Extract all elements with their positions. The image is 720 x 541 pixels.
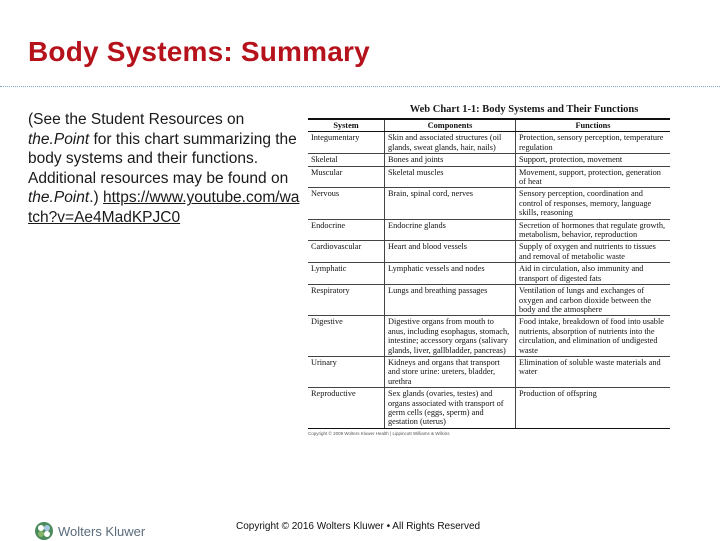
chart-cell-components: Skin and associated structures (oil glands, sweat glands, hair, nails)	[385, 132, 516, 154]
chart-cell-components: Lymphatic vessels and nodes	[385, 263, 516, 285]
chart-table	[308, 118, 670, 429]
chart-cell-functions: Production of offspring	[516, 388, 671, 429]
chart-cell-system: Respiratory	[308, 285, 385, 316]
chart-credit: Copyright © 2009 Wolters Kluwer Health | Lippincott Williams & Wilkins	[308, 430, 450, 436]
body-text-2: for this chart summarizing the body systems and their functions. Additional resources may be found on	[28, 130, 297, 187]
chart-row	[308, 166, 670, 188]
chart-cell-functions: Food intake, breakdown of food into usable nutrients, absorption of nutrients into the circulation, and elimination of undigested waste	[516, 316, 671, 357]
chart-cell-system: Muscular	[308, 166, 385, 188]
chart-cell-components: Brain, spinal cord, nerves	[385, 188, 516, 219]
chart-cell-system: Lymphatic	[308, 263, 385, 285]
slide-title: Body Systems: Summary	[28, 36, 370, 67]
header-functions: Functions	[516, 119, 671, 132]
chart-row	[308, 316, 670, 357]
footer-logo	[34, 521, 145, 541]
chart-cell-components: Bones and joints	[385, 154, 516, 166]
chart-title: Web Chart 1-1: Body Systems and Their Functions	[409, 104, 639, 115]
slide-body-text	[28, 110, 300, 228]
chart-header-row	[308, 119, 670, 132]
body-text-1: (See the Student Resources on	[28, 111, 245, 128]
chart-cell-components: Skeletal muscles	[385, 166, 516, 188]
chart-body	[308, 132, 670, 428]
youtube-link[interactable]: https://www.youtube.com/watch?v=Ae4MadKPJC0	[28, 189, 300, 226]
chart-row	[308, 241, 670, 263]
chart-cell-system: Cardiovascular	[308, 241, 385, 263]
chart-row	[308, 219, 670, 241]
chart-row	[308, 356, 670, 387]
wolters-kluwer-logo-icon	[34, 521, 54, 541]
chart-cell-system: Digestive	[308, 316, 385, 357]
header-system: System	[308, 119, 385, 132]
chart-cell-functions: Ventilation of lungs and exchanges of oxygen and carbon dioxide between the body and the atmosphere	[516, 285, 671, 316]
chart-cell-functions: Support, protection, movement	[516, 154, 671, 166]
chart-cell-components: Lungs and breathing passages	[385, 285, 516, 316]
chart-cell-system: Nervous	[308, 188, 385, 219]
chart-cell-components: Sex glands (ovaries, testes) and organs associated with transport of germ cells (eggs, sperm) and gestation (uterus)	[385, 388, 516, 429]
body-text-3: .)	[89, 189, 99, 207]
chart-row	[308, 285, 670, 316]
chart-cell-components: Digestive organs from mouth to anus, including esophagus, stomach, intestine; accessory organs (salivary glands, liver, gallbladder, pancreas)	[385, 316, 516, 357]
chart-cell-system: Reproductive	[308, 388, 385, 429]
chart-cell-functions: Aid in circulation, also immunity and transport of digested fats	[516, 263, 671, 285]
chart-cell-functions: Supply of oxygen and nutrients to tissues and removal of metabolic waste	[516, 241, 671, 263]
chart-row	[308, 154, 670, 166]
chart-cell-components: Kidneys and organs that transport and store urine: ureters, bladder, urethra	[385, 356, 516, 387]
chart-cell-functions: Sensory perception, coordination and control of responses, memory, language skills, reasoning	[516, 188, 671, 219]
chart-cell-system: Integumentary	[308, 132, 385, 154]
chart-cell-system: Skeletal	[308, 154, 385, 166]
chart-cell-functions: Secretion of hormones that regulate growth, metabolism, behavior, reproduction	[516, 219, 671, 241]
chart-row	[308, 263, 670, 285]
chart-cell-components: Heart and blood vessels	[385, 241, 516, 263]
chart-cell-functions: Protection, sensory perception, temperature regulation	[516, 132, 671, 154]
logo-text: Wolters Kluwer	[58, 523, 146, 539]
chart-cell-system: Urinary	[308, 356, 385, 387]
chart-row	[308, 132, 670, 154]
chart-cell-system: Endocrine	[308, 219, 385, 241]
copyright-notice: Copyright © 2016 Wolters Kluwer • All Rights Reserved	[236, 521, 481, 532]
chart-row	[308, 388, 670, 429]
header-components: Components	[385, 119, 516, 132]
body-italic-2: the.Point	[28, 189, 90, 207]
body-systems-chart	[308, 102, 670, 510]
chart-row	[308, 188, 670, 219]
body-italic-1: the.Point	[28, 130, 90, 148]
title-divider	[0, 86, 720, 88]
chart-cell-functions: Elimination of soluble waste materials and water	[516, 356, 671, 387]
chart-cell-components: Endocrine glands	[385, 219, 516, 241]
chart-cell-functions: Movement, support, protection, generation of heat	[516, 166, 671, 188]
